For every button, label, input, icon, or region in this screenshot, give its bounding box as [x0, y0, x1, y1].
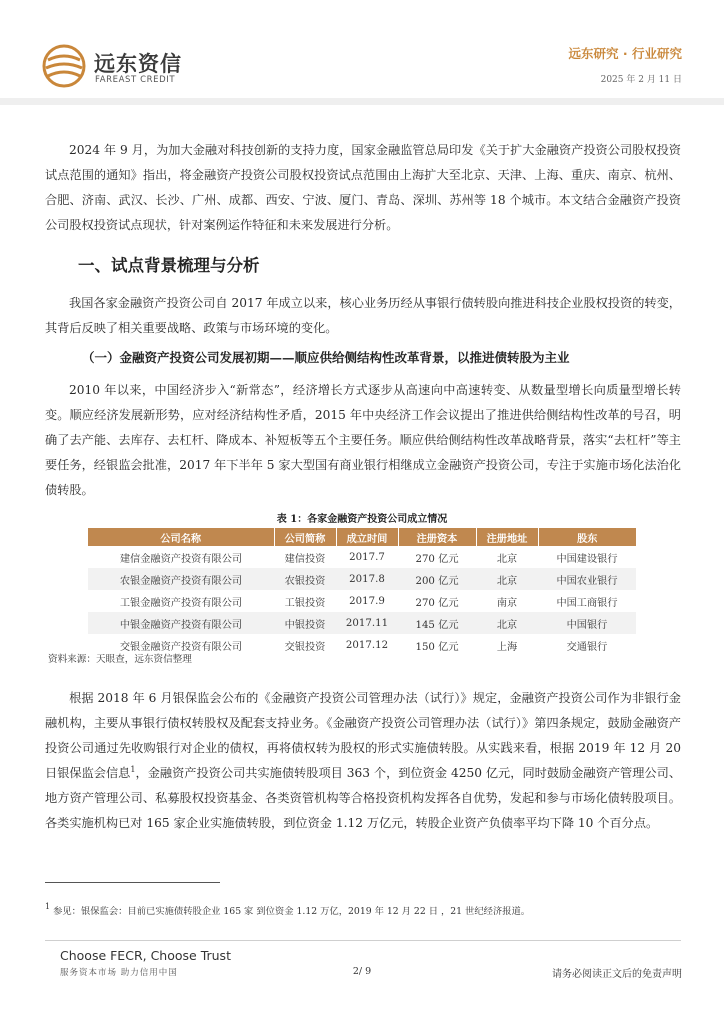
table-cell: 北京	[476, 568, 538, 590]
policy-text-b: ，金融资产投资公司共实施债转股项目 363 个，到位资金 4250 亿元，同时鼓励金融资产管理公司、地方资产管理公司、私募股权投资基金、各类资管机构等合格投资机构发挥各自优势，发起和参与市场化债转股项目。各类实施机构已对 165 家企业实施债转股，到位资金 1.12 万亿元，转股企业资产负债率平均下降 10 个百分点。	[45, 766, 682, 830]
table-cell: 中国农业银行	[538, 568, 636, 590]
footnote-ref[interactable]: 1	[130, 765, 136, 774]
footnote-divider	[45, 882, 220, 883]
table-cell: 2017.12	[345, 639, 389, 651]
fareast-logo-icon	[42, 44, 86, 88]
intro-text: 2024 年 9 月，为加大金融对科技创新的支持力度，国家金融监管总局印发《关于扩大金融资产投资公司股权投资试点范围的通知》指出，将金融资产投资公司股权投资试点范围由上海扩大至北京、天津、上海、重庆、南京、杭州、合肥、济南、武汉、长沙、广州、成都、西安、宁波、厦门、青岛、深圳、苏州等 18 个城市。本文结合金融资产投资公司股权投资试点现状，针对案例运作特征和未来发展进行分析。	[45, 143, 681, 232]
subsection-text: 2010 年以来，中国经济步入“新常态”，经济增长方式逐步从高速向中高速转变、从数量型增长向质量型增长转变。顺应经济发展新形势，应对经济结构性矛盾，2015 年中央经济工作会议提出了推进供给侧结构性改革的号召，明确了去产能、去库存、去杠杆、降成本、补短板等五个主要任务。顺应供给侧结构性改革战略背景，落实“去杠杆”等主要任务，经银监会批准，2017 年下半年 5 家大型国有商业银行相继成立金融资产投资公司，专注于实施市场化法治化债转股。	[45, 383, 681, 497]
column-header: 成立时间	[336, 528, 398, 546]
footnote-mark: 1	[45, 902, 51, 911]
footer-slogan: Choose FECR, Choose Trust	[60, 948, 231, 963]
column-header: 注册地址	[476, 528, 538, 546]
policy-paragraph	[45, 686, 681, 836]
table-cell: 农银金融资产投资有限公司	[88, 568, 274, 590]
company-logo	[42, 44, 190, 88]
table-cell: 200 亿元	[398, 568, 476, 590]
table-cell: 270 亿元	[415, 553, 459, 565]
company-table	[88, 528, 636, 656]
section-heading: 一、试点背景梳理与分析	[78, 256, 260, 275]
footnote-text: 参见：银保监会：目前已实施债转股企业 165 家 到位资金 1.12 万亿，2019 年 12 月 22 日 ，21 世纪经济报道。	[53, 906, 531, 917]
intro-paragraph	[45, 138, 681, 238]
column-header: 公司简称	[274, 528, 336, 546]
table-cell: 建信投资	[284, 553, 326, 565]
logo-chinese-name: 远东资信	[94, 52, 182, 76]
subsection-heading: （一）金融资产投资公司发展初期——顺应供给侧结构性改革背景，以推进债转股为主业	[82, 350, 570, 365]
table-source: 资料来源：天眼查，远东资信整理	[48, 654, 192, 665]
section-paragraph	[45, 291, 681, 341]
table-cell: 2017.8	[336, 568, 398, 590]
table-row	[88, 546, 636, 568]
table-cell: 145 亿元	[398, 612, 476, 634]
table-cell: 中银投资	[274, 612, 336, 634]
footnote	[45, 903, 530, 917]
table-cell: 建信金融资产投资有限公司	[119, 553, 243, 565]
report-section-label: 远东研究 · 行业研究	[568, 46, 682, 61]
table-cell: 交银投资	[284, 641, 326, 653]
table-cell: 中国建设银行	[556, 553, 618, 565]
table-header-row	[88, 528, 636, 546]
page-number: 2/ 9	[352, 966, 372, 977]
table-cell: 工银金融资产投资有限公司	[119, 597, 243, 609]
table-row	[88, 590, 636, 612]
table-cell: 中银金融资产投资有限公司	[88, 612, 274, 634]
column-header: 注册资本	[398, 528, 476, 546]
table-cell: 交银金融资产投资有限公司	[119, 641, 243, 653]
table-cell: 工银投资	[284, 597, 326, 609]
table-cell: 150 亿元	[415, 641, 459, 653]
table-cell: 中国银行	[538, 612, 636, 634]
table-caption: 表 1：各家金融资产投资公司成立情况	[276, 514, 448, 525]
table-cell: 农银投资	[274, 568, 336, 590]
table-row	[88, 568, 636, 590]
footer-divider	[45, 940, 681, 941]
table-cell: 南京	[496, 597, 518, 609]
footer-subtitle: 服务资本市场 助力信用中国	[60, 968, 178, 978]
policy-text-a: 根据 2018 年 6 月银保监会公布的《金融资产投资公司管理办法（试行）》规定，金融资产投资公司作为非银行金融机构，主要从事银行债权转股权及配套支持业务。《金融资产投资公司管理办法（试行）》第四条规定，鼓励金融资产投资公司通过先收购银行对企业的债权，再将债权转为股权的形式实施债转股。从实践来看，根据 2019 年 12 月 20 日银保监会信息	[45, 691, 681, 780]
table-cell: 北京	[496, 553, 518, 565]
table-cell: 2017.7	[349, 551, 385, 563]
column-header: 股东	[538, 528, 636, 546]
report-date: 2025 年 2 月 11 日	[600, 75, 682, 85]
logo-english-name: FAREAST CREDIT	[95, 75, 176, 85]
disclaimer-note: 请务必阅读正文后的免责声明	[552, 969, 682, 980]
table-cell: 上海	[496, 641, 518, 653]
header-divider	[0, 98, 724, 105]
table-cell: 交通银行	[566, 641, 608, 653]
subsection-paragraph	[45, 378, 681, 503]
column-header: 公司名称	[88, 528, 274, 546]
table-cell: 270 亿元	[415, 597, 459, 609]
table-cell: 北京	[476, 612, 538, 634]
table-cell: 2017.11	[336, 612, 398, 634]
section-text: 我国各家金融资产投资公司自 2017 年成立以来，核心业务历经从事银行债转股向推进科技企业股权投资的转变，其背后反映了相关重要战略、政策与市场环境的变化。	[45, 296, 681, 335]
table-row	[88, 612, 636, 634]
table-cell: 2017.9	[349, 595, 385, 607]
table-cell: 中国工商银行	[556, 597, 618, 609]
